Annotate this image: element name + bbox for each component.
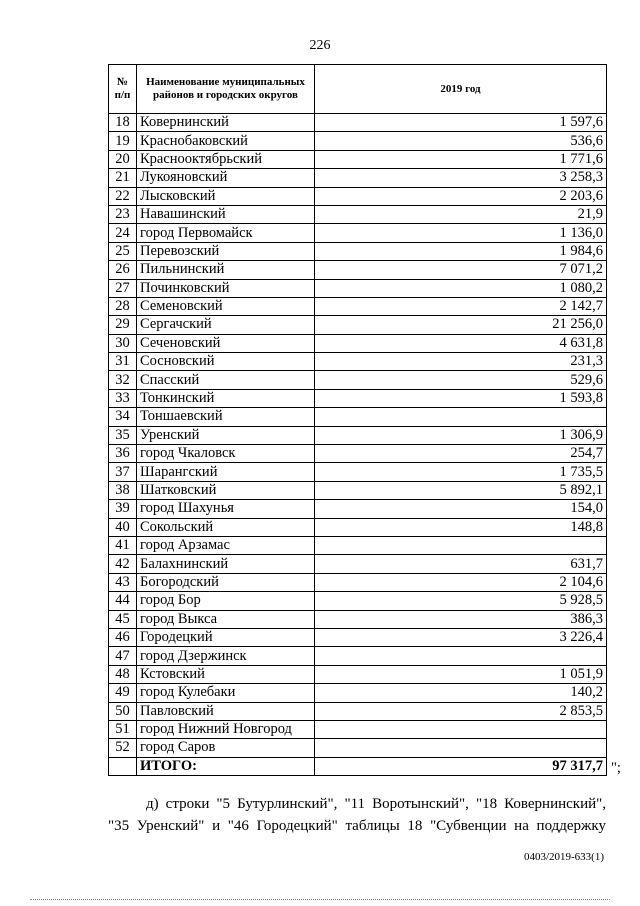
row-number: 40 [109, 518, 137, 536]
row-name: город Выкса [137, 610, 315, 628]
table-row [109, 242, 607, 260]
row-value: 1 136,0 [315, 224, 607, 242]
row-name: Спасский [137, 371, 315, 389]
row-name: Сеченовский [137, 334, 315, 352]
row-number: 42 [109, 555, 137, 573]
row-number: 28 [109, 297, 137, 315]
row-number: 23 [109, 205, 137, 223]
subsidy-table [108, 64, 607, 776]
row-value: 154,0 [315, 500, 607, 518]
row-value: 386,3 [315, 610, 607, 628]
row-name: город Арзамас [137, 536, 315, 554]
row-number: 35 [109, 426, 137, 444]
row-name: Ковернинский [137, 114, 315, 132]
row-name: город Шахунья [137, 500, 315, 518]
row-value: 1 306,9 [315, 426, 607, 444]
row-name: Шарангский [137, 463, 315, 481]
row-value [315, 720, 607, 738]
row-name: Тонкинский [137, 389, 315, 407]
table-row [109, 261, 607, 279]
table-row [109, 114, 607, 132]
row-number: 47 [109, 647, 137, 665]
row-number: 37 [109, 463, 137, 481]
table-row [109, 205, 607, 223]
table-row [109, 169, 607, 187]
table-row [109, 702, 607, 720]
row-number: 36 [109, 445, 137, 463]
document-code: 0403/2019-633(1) [523, 851, 604, 863]
row-value: 1 597,6 [315, 114, 607, 132]
row-value: 1 735,5 [315, 463, 607, 481]
row-value: 5 928,5 [315, 592, 607, 610]
row-number: 39 [109, 500, 137, 518]
quote-close: "; [611, 760, 621, 776]
row-value: 148,8 [315, 518, 607, 536]
row-value: 4 631,8 [315, 334, 607, 352]
row-name: Краснобаковский [137, 132, 315, 150]
table-row [109, 224, 607, 242]
row-name: Кстовский [137, 665, 315, 683]
row-value: 631,7 [315, 555, 607, 573]
page-number: 226 [309, 38, 331, 53]
row-value [315, 536, 607, 554]
table-row [109, 720, 607, 738]
row-number: 24 [109, 224, 137, 242]
row-value: 3 258,3 [315, 169, 607, 187]
row-value: 536,6 [315, 132, 607, 150]
row-value: 5 892,1 [315, 481, 607, 499]
row-number: 30 [109, 334, 137, 352]
row-number: 52 [109, 739, 137, 757]
row-name: город Первомайск [137, 224, 315, 242]
row-name: город Кулебаки [137, 684, 315, 702]
table-header-row [109, 65, 607, 114]
table-row [109, 445, 607, 463]
row-value: 1 593,8 [315, 389, 607, 407]
table-body [109, 114, 607, 776]
row-name: Пильнинский [137, 261, 315, 279]
row-number: 32 [109, 371, 137, 389]
row-value: 1 051,9 [315, 665, 607, 683]
row-name: город Нижний Новгород [137, 720, 315, 738]
table-row [109, 555, 607, 573]
row-name: Павловский [137, 702, 315, 720]
row-value: 254,7 [315, 445, 607, 463]
row-name: Лукояновский [137, 169, 315, 187]
row-name: Богородский [137, 573, 315, 591]
row-number: 50 [109, 702, 137, 720]
row-number: 26 [109, 261, 137, 279]
table-row [109, 132, 607, 150]
row-name: город Дзержинск [137, 647, 315, 665]
row-value: 1 080,2 [315, 279, 607, 297]
row-value: 2 853,5 [315, 702, 607, 720]
row-number: 19 [109, 132, 137, 150]
row-value: 7 071,2 [315, 261, 607, 279]
row-value [315, 739, 607, 757]
table-row [109, 500, 607, 518]
total-label: ИТОГО: [137, 757, 315, 775]
row-name: Балахнинский [137, 555, 315, 573]
table-row [109, 389, 607, 407]
table-row [109, 610, 607, 628]
row-number: 45 [109, 610, 137, 628]
paragraph-line-1: д) строки "5 Бутурлинский", "11 Воротынский", "18 Ковернинский", [146, 796, 606, 812]
table-row [109, 592, 607, 610]
total-row [109, 757, 607, 775]
row-number: 21 [109, 169, 137, 187]
table-row [109, 187, 607, 205]
table-row [109, 297, 607, 315]
row-name: Навашинский [137, 205, 315, 223]
row-value [315, 647, 607, 665]
row-name: город Бор [137, 592, 315, 610]
row-name: Сосновский [137, 353, 315, 371]
row-value: 1 771,6 [315, 150, 607, 168]
row-number: 20 [109, 150, 137, 168]
row-number: 34 [109, 408, 137, 426]
row-value: 140,2 [315, 684, 607, 702]
header-num: № п/п [109, 65, 137, 114]
row-value: 21,9 [315, 205, 607, 223]
table-row [109, 573, 607, 591]
table-row [109, 426, 607, 444]
table-row [109, 665, 607, 683]
total-value: 97 317,7 [315, 757, 607, 775]
row-number: 46 [109, 628, 137, 646]
table-row [109, 739, 607, 757]
row-name: Сергачский [137, 316, 315, 334]
row-name: город Саров [137, 739, 315, 757]
row-number: 41 [109, 536, 137, 554]
row-name: Перевозский [137, 242, 315, 260]
row-number: 18 [109, 114, 137, 132]
table-row [109, 353, 607, 371]
row-name: Уренский [137, 426, 315, 444]
row-value: 2 104,6 [315, 573, 607, 591]
row-name: Краснооктябрьский [137, 150, 315, 168]
row-value: 2 203,6 [315, 187, 607, 205]
row-number: 43 [109, 573, 137, 591]
row-value [315, 408, 607, 426]
row-number: 22 [109, 187, 137, 205]
row-number: 38 [109, 481, 137, 499]
table-row [109, 150, 607, 168]
table-row [109, 481, 607, 499]
total-num [109, 757, 137, 775]
table-row [109, 518, 607, 536]
row-name: Сокольский [137, 518, 315, 536]
row-name: Городецкий [137, 628, 315, 646]
row-number: 49 [109, 684, 137, 702]
row-value: 3 226,4 [315, 628, 607, 646]
row-number: 31 [109, 353, 137, 371]
table-row [109, 463, 607, 481]
row-value: 21 256,0 [315, 316, 607, 334]
table-row [109, 279, 607, 297]
row-name: Починковский [137, 279, 315, 297]
header-name: Наименование муниципальных районов и городских округов [137, 65, 315, 114]
row-name: Тоншаевский [137, 408, 315, 426]
table-row [109, 647, 607, 665]
row-number: 33 [109, 389, 137, 407]
table-row [109, 408, 607, 426]
row-number: 48 [109, 665, 137, 683]
table-row [109, 334, 607, 352]
row-name: Шатковский [137, 481, 315, 499]
paragraph-line-2: "35 Уренский" и "46 Городецкий" таблицы 18 "Субвенции на поддержку [108, 818, 606, 834]
amendment-paragraph [108, 793, 606, 837]
row-value: 231,3 [315, 353, 607, 371]
table-row [109, 371, 607, 389]
row-number: 51 [109, 720, 137, 738]
row-name: Лысковский [137, 187, 315, 205]
row-value: 2 142,7 [315, 297, 607, 315]
row-value: 1 984,6 [315, 242, 607, 260]
table-row [109, 628, 607, 646]
table-row [109, 684, 607, 702]
row-number: 29 [109, 316, 137, 334]
row-value: 529,6 [315, 371, 607, 389]
table-row [109, 316, 607, 334]
row-name: Семеновский [137, 297, 315, 315]
header-year: 2019 год [315, 65, 607, 114]
row-name: город Чкаловск [137, 445, 315, 463]
row-number: 44 [109, 592, 137, 610]
row-number: 25 [109, 242, 137, 260]
table-row [109, 536, 607, 554]
row-number: 27 [109, 279, 137, 297]
